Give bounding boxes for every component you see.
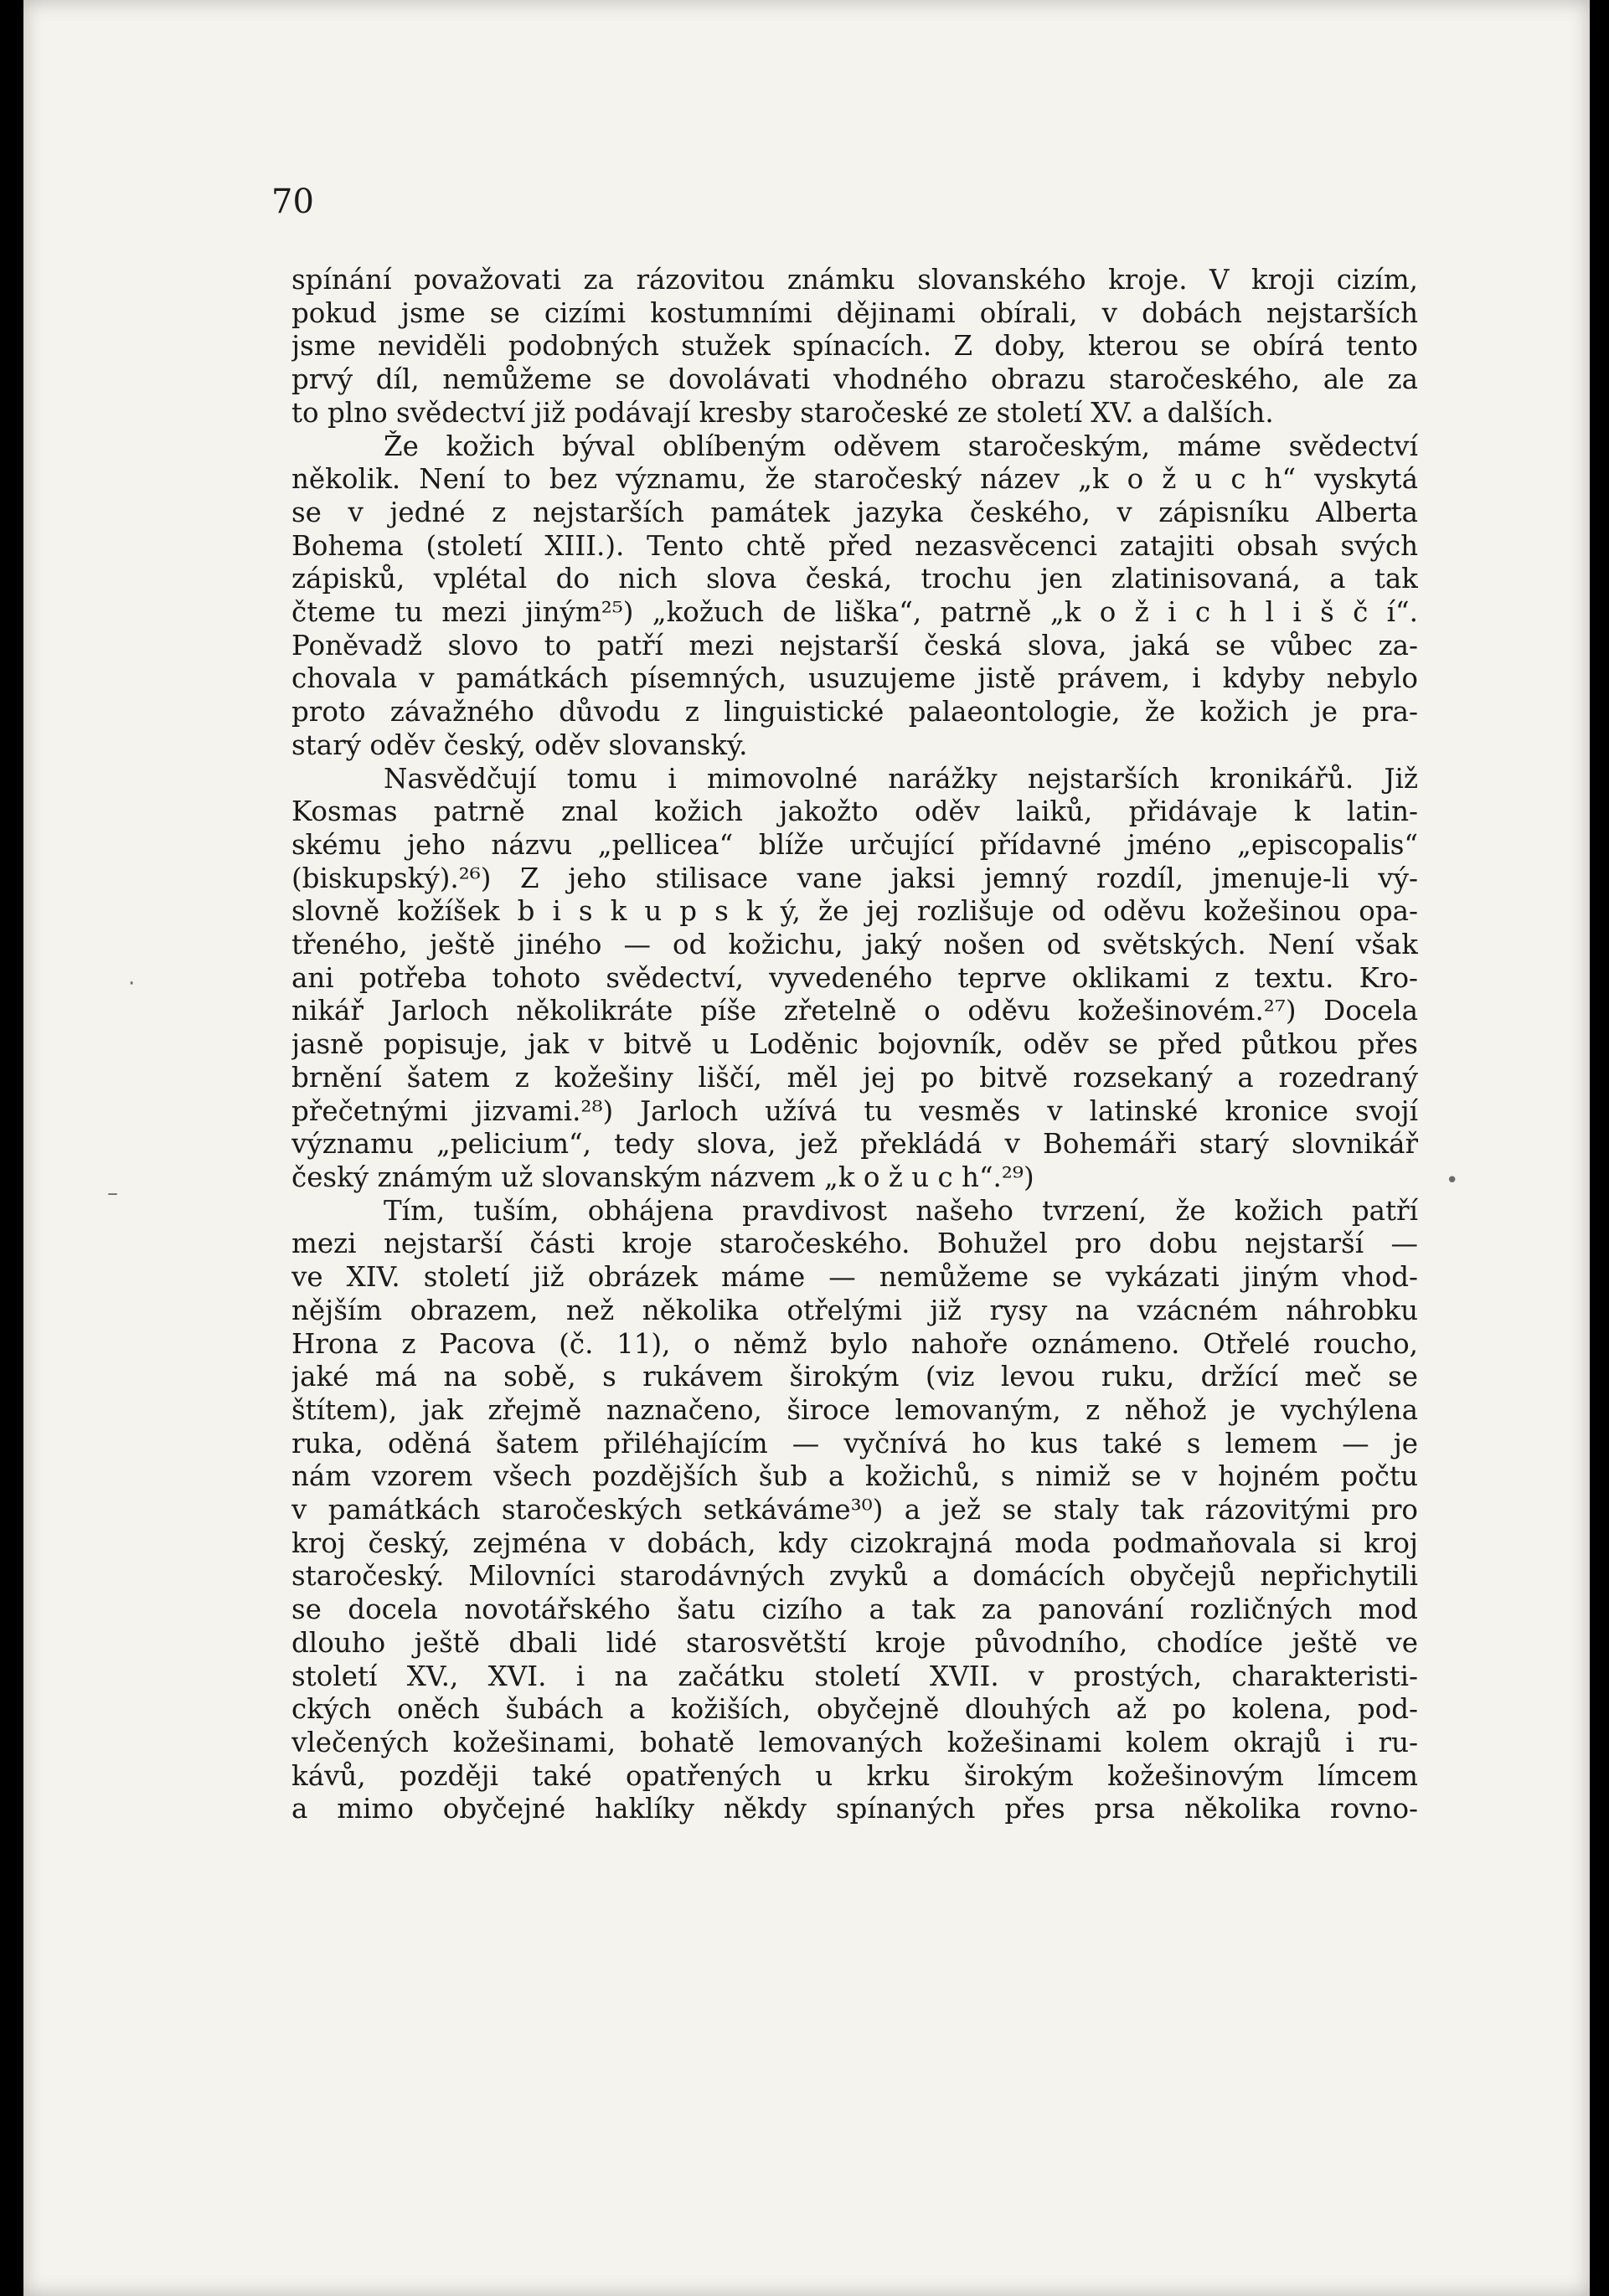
text-line: jasně popisuje, jak v bitvě u Loděnic bojovník, oděv se před půtkou přes — [291, 1028, 1418, 1061]
text-line: kroj český, zejména v dobách, kdy cizokrajná moda podmaňovala si kroj — [291, 1526, 1418, 1559]
text-line: významu „pelicium“, tedy slova, jež překládá v Bohemáři starý slovnikář — [291, 1128, 1418, 1161]
text-line: spínání považovati za rázovitou známku slovanského kroje. V kroji cizím, — [291, 264, 1418, 296]
text-line: Hrona z Pacova (č. 11), o němž bylo nahoře oznámeno. Otřelé roucho, — [291, 1327, 1418, 1360]
text-line: nějším obrazem, než několika otřelými již rysy na vzácném náhrobku — [291, 1294, 1418, 1326]
text-line: pokud jsme se cizími kostumními dějinami obírali, v dobách nejstarších — [291, 296, 1418, 329]
text-line: kávů, později také opatřených u krku širokým kožešinovým límcem — [291, 1759, 1418, 1792]
text-line: proto závažného důvodu z linguistické palaeontologie, že kožich je pra- — [291, 696, 1418, 728]
text-line: staročeský. Milovníci starodávných zvyků a domácích obyčejů nepřichytili — [291, 1560, 1418, 1593]
text-line: třeného, ještě jiného — od kožichu, jaký nošen od světských. Není však — [291, 929, 1418, 961]
text-line: jsme neviděli podobných stužek spínacích. Z doby, kterou se obírá tento — [291, 330, 1418, 363]
scanned-page — [23, 0, 1590, 2296]
text-line: Že kožich býval oblíbeným oděvem staročeským, máme svědectví — [384, 430, 1418, 462]
text-line: (biskupský).²⁶) Z jeho stilisace vane jaksi jemný rozdíl, jmenuje-li vý- — [291, 862, 1418, 894]
text-line: v památkách staročeských setkáváme³⁰) a jež se staly tak rázovitými pro — [291, 1494, 1418, 1526]
text-line: několik. Není to bez významu, že staročeský název „k o ž u c h“ vyskytá — [291, 463, 1418, 496]
text-line: se docela novotářského šatu cizího a tak za panování rozličných mod — [291, 1593, 1418, 1626]
scan-dash: – — [107, 1181, 118, 1206]
body-text — [291, 264, 1418, 1826]
text-line: štítem), jak zřejmě naznačeno, široce lemovaným, z něhož je vychýlena — [291, 1393, 1418, 1426]
text-line: Nasvědčují tomu i mimovolné narážky nejstarších kronikářů. Již — [384, 762, 1418, 795]
page-number: 70 — [271, 183, 314, 221]
text-line: jaké má na sobě, s rukávem širokým (viz levou ruku, držící meč se — [291, 1361, 1418, 1393]
text-line: století XV., XVI. i na začátku století XVII. v prostých, charakteristi- — [291, 1660, 1418, 1692]
text-line: skému jeho názvu „pellicea“ blíže určující přídavné jméno „episcopalis“ — [291, 828, 1418, 861]
text-line: Tím, tuším, obhájena pravdivost našeho tvrzení, že kožich patří — [384, 1194, 1418, 1227]
text-line: to plno svědectví již podávají kresby staročeské ze století XV. a dalších. — [291, 396, 1274, 429]
text-line: se v jedné z nejstarších památek jazyka českého, v zápisníku Alberta — [291, 496, 1418, 528]
text-line: prvý díl, nemůžeme se dovolávati vhodného obrazu staročeského, ale za — [291, 363, 1418, 396]
scan-dot: · — [128, 971, 136, 996]
text-line: a mimo obyčejné haklíky někdy spínaných přes prsa několika rovno- — [291, 1793, 1418, 1825]
text-line: český známým už slovanským názvem „k o ž u c h“.²⁹) — [291, 1161, 1034, 1193]
text-line: Bohema (století XIII.). Tento chtě před nezasvěcenci zatajiti obsah svých — [291, 529, 1418, 562]
text-line: dlouho ještě dbali lidé starosvětští kroje původního, chodíce ještě ve — [291, 1626, 1418, 1659]
text-line: ve XIV. století již obrázek máme — nemůžeme se vykázati jiným vhod- — [291, 1261, 1418, 1294]
text-line: čteme tu mezi jiným²⁵) „kožuch de liška“, patrně „k o ž i c h l i š č í“. — [291, 596, 1418, 629]
text-line: brnění šatem z kožešiny liščí, měl jej po bitvě rozsekaný a rozedraný — [291, 1061, 1418, 1094]
text-line: Poněvadž slovo to patří mezi nejstarší česká slova, jaká se vůbec za- — [291, 629, 1418, 662]
text-line: slovně kožíšek b i s k u p s k ý, že jej rozlišuje od oděvu kožešinou opa- — [291, 895, 1418, 928]
text-line: ruka, oděná šatem přiléhajícím — vyčnívá ho kus také s lemem — je — [291, 1427, 1418, 1459]
text-line: chovala v památkách písemných, usuzujeme jistě právem, i kdyby nebylo — [291, 662, 1418, 695]
text-line: Kosmas patrně znal kožich jakožto oděv laiků, přidávaje k latin- — [291, 795, 1418, 828]
text-line: mezi nejstarší části kroje staročeského. Bohužel pro dobu nejstarší — — [291, 1228, 1418, 1260]
text-line: nám vzorem všech pozdějších šub a kožichů, s nimiž se v hojném počtu — [291, 1460, 1418, 1493]
text-line: ckých oněch šubách a kožiších, obyčejně dlouhých až po kolena, pod- — [291, 1693, 1418, 1726]
text-line: nikář Jarloch několikráte píše zřetelně o oděvu kožešinovém.²⁷) Docela — [291, 995, 1418, 1027]
text-line: ani potřeba tohoto svědectví, vyvedeného teprve oklikami z textu. Kro- — [291, 961, 1418, 994]
scan-dot: • — [1446, 1168, 1459, 1193]
text-line: zápisků, vplétal do nich slova česká, trochu jen zlatinisovaná, a tak — [291, 563, 1418, 595]
text-line: vlečených kožešinami, bohatě lemovaných kožešinami kolem okrajů i ru- — [291, 1726, 1418, 1758]
text-line: starý oděv český, oděv slovanský. — [291, 728, 748, 761]
text-line: přečetnými jizvami.²⁸) Jarloch užívá tu vesměs v latinské kronice svojí — [291, 1094, 1418, 1127]
